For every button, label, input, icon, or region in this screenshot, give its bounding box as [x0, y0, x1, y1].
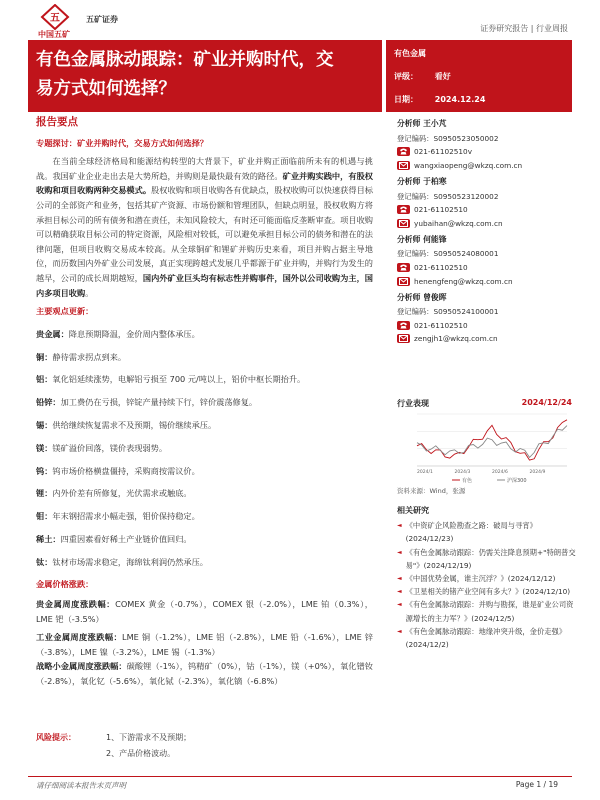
view-text: 年末钢招需求小幅走强，钼价保持稳定。 [52, 511, 200, 522]
view-metal: 锡： [36, 420, 53, 431]
view-item [36, 532, 373, 547]
x-tick-label: 2024/6 [492, 470, 508, 475]
analyst-email-row [397, 332, 577, 345]
related-research [397, 504, 577, 651]
risk-label: 风险提示： [36, 733, 76, 742]
report-type: 证券研究报告 | 行业周报 [480, 24, 568, 33]
arrow-icon: ◄ [397, 601, 402, 609]
price-strategic: 战略小金属周度涨跌幅：碳酸锂（-1%），钨精矿（0%），钴（-1%），镁（+0%），氧化镨钕（-2.8%），氧化钇（-5.6%），氧化铽（-2.3%），氧化镝（-6.8%） [36, 661, 373, 686]
related-item-text: 《中资矿企风险勘查之路：破局与寻宵》(2024/12/23) [405, 521, 537, 544]
views-title: 主要观点更新： [36, 306, 94, 317]
special-paragraph: 在当前全球经济格局和能源结构转型的大背景下，矿业并购正面临前所未有的机遇与挑战。我国矿业企业走出去是大势所趋，并购则是最快最有效的路径。矿业并购实践中，有股权收购和项目收购两种交易模式。股权收购和项目收购各有优缺点，股权收购可以快速获得目标公司的全部资产和业务，包括其矿产资源、市场份额和管理团队，但缺点明显，股权收购方将承担目标公司的所有债务和潜在责任，未知风险较大，有时还可能面临反垄断审查。项目收购可以精确获取目标公司的特定资源，风险相对较低，可以避免承担目标公司的债务和潜在的法律问题，但项目收购交易成本较高。从全球铜矿和锂矿并购历史来看，项目并购占据主导地位，而历数国内外矿业公司发展，真正实现跨越式发展几乎都源于矿业并购，并购行为发生的越早，公司的成长周期越短，国内外矿业巨头均有标志性并购事件，国外以公司收购为主，国内多项目收购。 [36, 156, 373, 298]
analyst-email-row [397, 274, 577, 287]
view-metal: 钼： [36, 511, 53, 522]
report-title [36, 46, 376, 104]
analyst-card [397, 176, 577, 230]
view-metal: 钛： [36, 556, 53, 567]
side-info-banner [386, 40, 572, 112]
related-item-text: 《中国优势金属，谁主沉浮？》(2024/12/12) [405, 574, 556, 584]
analyst-phone: 021-61102510 [414, 205, 468, 215]
analyst-phone-row [397, 319, 577, 332]
view-metal: 铜： [36, 351, 53, 362]
view-item [36, 372, 373, 387]
analyst-phone: 021-61102510 [414, 263, 468, 273]
view-item [36, 418, 373, 433]
analyst-name: 分析师 何能锋 [397, 234, 447, 244]
analyst-reg: 登记编码：S0950524100001 [397, 307, 499, 317]
footer-divider [28, 776, 572, 777]
email-icon [397, 219, 410, 228]
view-item [36, 555, 373, 570]
view-metal: 贵金属： [36, 328, 69, 339]
page-number: Page 1 / 19 [515, 780, 558, 789]
related-item[interactable] [397, 519, 577, 545]
analyst-card [397, 118, 577, 172]
view-metal: 钨： [36, 465, 53, 476]
view-metal: 铅锌： [36, 397, 61, 408]
title-line-2: 易方式如何选择？ [36, 79, 176, 99]
analyst-phone: 021-61102510v [414, 147, 473, 157]
related-item[interactable] [397, 598, 577, 624]
legend-label: 沪深300 [507, 478, 527, 484]
view-text: 静待需求拐点到来。 [52, 351, 127, 362]
phone-icon [397, 321, 410, 330]
analyst-email[interactable]: henengfeng@wkzq.com.cn [414, 276, 513, 286]
related-item-text: 《有色金属脉动跟踪：仍需关注降息预期+"特朗普交易"》(2024/12/19) [405, 547, 576, 570]
related-item-text: 《有色金属脉动跟踪：地缘冲突升级，金价走强》(2024/12/2) [405, 626, 567, 650]
special-title: 专题探讨：矿业并购时代，交易方式如何选择？ [36, 137, 208, 148]
arrow-icon: ◄ [397, 627, 402, 635]
arrow-icon: ◄ [397, 548, 402, 556]
analyst-reg: 登记编码：S0950524080001 [397, 249, 499, 259]
phone-icon [397, 263, 410, 272]
analyst-reg: 登记编码：S0950523120002 [397, 191, 499, 201]
price-title: 金属价格涨跌： [36, 579, 94, 590]
risk-item-1: 1、下游需求不及预期； [106, 733, 192, 742]
arrow-icon: ◄ [397, 575, 402, 583]
analyst-phone-row [397, 145, 577, 158]
view-metal: 镁： [36, 442, 53, 453]
arrow-icon: ◄ [397, 522, 402, 530]
analyst-reg: 登记编码：S0950523050002 [397, 133, 499, 143]
analyst-card [397, 292, 577, 346]
industry-performance-chart [397, 398, 572, 488]
arrow-icon: ◄ [397, 588, 402, 596]
analyst-email-row [397, 159, 577, 172]
analyst-email[interactable]: zengjh1@wkzq.com.cn [414, 334, 498, 344]
view-text: 内外价差有所修复，光伏需求或触底。 [52, 488, 192, 499]
analyst-email-row [397, 216, 577, 229]
view-item [36, 464, 373, 479]
chart-date: 2024/12/24 [521, 398, 572, 407]
view-text: 四重因素看好稀土产业链价值回归。 [60, 533, 192, 544]
email-icon [397, 277, 410, 286]
x-tick-label: 2024/1 [417, 470, 433, 475]
date-value: 2024.12.24 [434, 95, 486, 104]
chart-title: 行业表现 [397, 399, 429, 408]
analyst-name: 分析师 王小芃 [397, 119, 447, 128]
phone-icon [397, 205, 410, 214]
analyst-name: 分析师 于柏寒 [397, 176, 447, 186]
analyst-phone: 021-61102510 [414, 321, 468, 331]
x-tick-label: 2024/3 [454, 470, 471, 475]
legend-label: 有色 [462, 478, 473, 484]
price-industrial: 工业金属周度涨跌幅：LME 铜（-1.2%），LME 铝（-2.8%），LME 铅（-1.6%），LME 锌（-3.8%），LME 镍（-3.2%），LME 锡（-1.3%） [36, 632, 373, 657]
email-icon [397, 334, 410, 343]
view-metal: 铝： [36, 374, 53, 385]
industry-name: 有色金属 [394, 49, 426, 58]
view-metal: 锂： [36, 488, 53, 499]
related-item[interactable] [397, 572, 577, 585]
footer-disclaimer: 请仔细阅读本报告末页声明 [36, 781, 126, 790]
view-text: 氧化铝延续涨势，电解铝亏损至 700 元/吨以上，铝价中枢长期抬升。 [52, 374, 306, 385]
main-content [36, 115, 373, 688]
view-item [36, 509, 373, 524]
analyst-panel [397, 118, 577, 350]
analyst-email[interactable]: yubaihan@wkzq.com.cn [414, 218, 503, 228]
related-item-text: 《卫星相关的锗产业空间有多大？》(2024/12/10) [405, 587, 571, 597]
view-item [36, 350, 373, 365]
svg-text:五: 五 [50, 13, 60, 24]
title-line-1: 有色金属脉动跟踪：矿业并购时代，交 [36, 50, 334, 70]
view-item [36, 395, 373, 410]
title-banner [28, 40, 382, 112]
related-list [397, 519, 577, 651]
analyst-name: 分析师 曾俊晖 [397, 292, 447, 302]
rating-row [394, 71, 451, 82]
view-item [36, 486, 373, 501]
analyst-phone-row [397, 261, 577, 274]
rating-value: 看好 [434, 72, 451, 81]
price-precious: 贵金属周度涨跌幅：COMEX 黄金（-0.7%），COMEX 银（-2.0%），LME 铂（0.3%），LME 钯（-3.5%） [36, 598, 373, 624]
section-title: 报告要点 [36, 116, 78, 128]
date-label: 日期： [394, 95, 418, 104]
phone-icon [397, 147, 410, 156]
view-text: 钛材市场需求稳定，海绵钛利润仍然承压。 [52, 556, 208, 567]
view-text: 镁矿溢价回落，镁价表现弱势。 [52, 442, 168, 453]
view-text: 降息预期降温，金价周内整体承压。 [68, 328, 200, 339]
view-item [36, 327, 373, 342]
related-item[interactable] [397, 585, 577, 598]
related-item[interactable] [397, 546, 577, 572]
view-item [36, 441, 373, 456]
views-list [36, 327, 373, 569]
logo-text: 中国五矿 [38, 30, 70, 39]
rating-label: 评级： [394, 72, 418, 81]
date-row [394, 94, 485, 105]
analyst-card [397, 234, 577, 288]
view-text: 钨市场价格横盘僵持，采购商按需议价。 [52, 465, 200, 476]
email-icon [397, 161, 410, 170]
x-tick-label: 2024/9 [529, 470, 546, 475]
related-item-text: 《有色金属脉动跟踪：并购与勘探，谁是矿业公司资源增长的主力军？》(2024/12/5) [405, 600, 574, 623]
related-title: 相关研究 [397, 506, 429, 515]
view-metal: 稀土： [36, 533, 61, 544]
related-item[interactable] [397, 625, 577, 651]
view-text: 加工费仍在亏损，锌锭产量持续下行，锌价震荡修复。 [60, 397, 258, 408]
risk-item-2: 2、产品价格波动。 [106, 749, 176, 758]
analyst-email[interactable]: wangxiaopeng@wkzq.com.cn [414, 160, 523, 170]
chart-plot [397, 410, 572, 486]
analyst-phone-row [397, 203, 577, 216]
chart-source: 资料来源：Wind，张源 [397, 487, 466, 495]
brand-name: 五矿证券 [86, 15, 118, 24]
company-logo [40, 4, 70, 30]
view-text: 供给继续恢复需求不及预期，锡价继续承压。 [52, 420, 217, 431]
